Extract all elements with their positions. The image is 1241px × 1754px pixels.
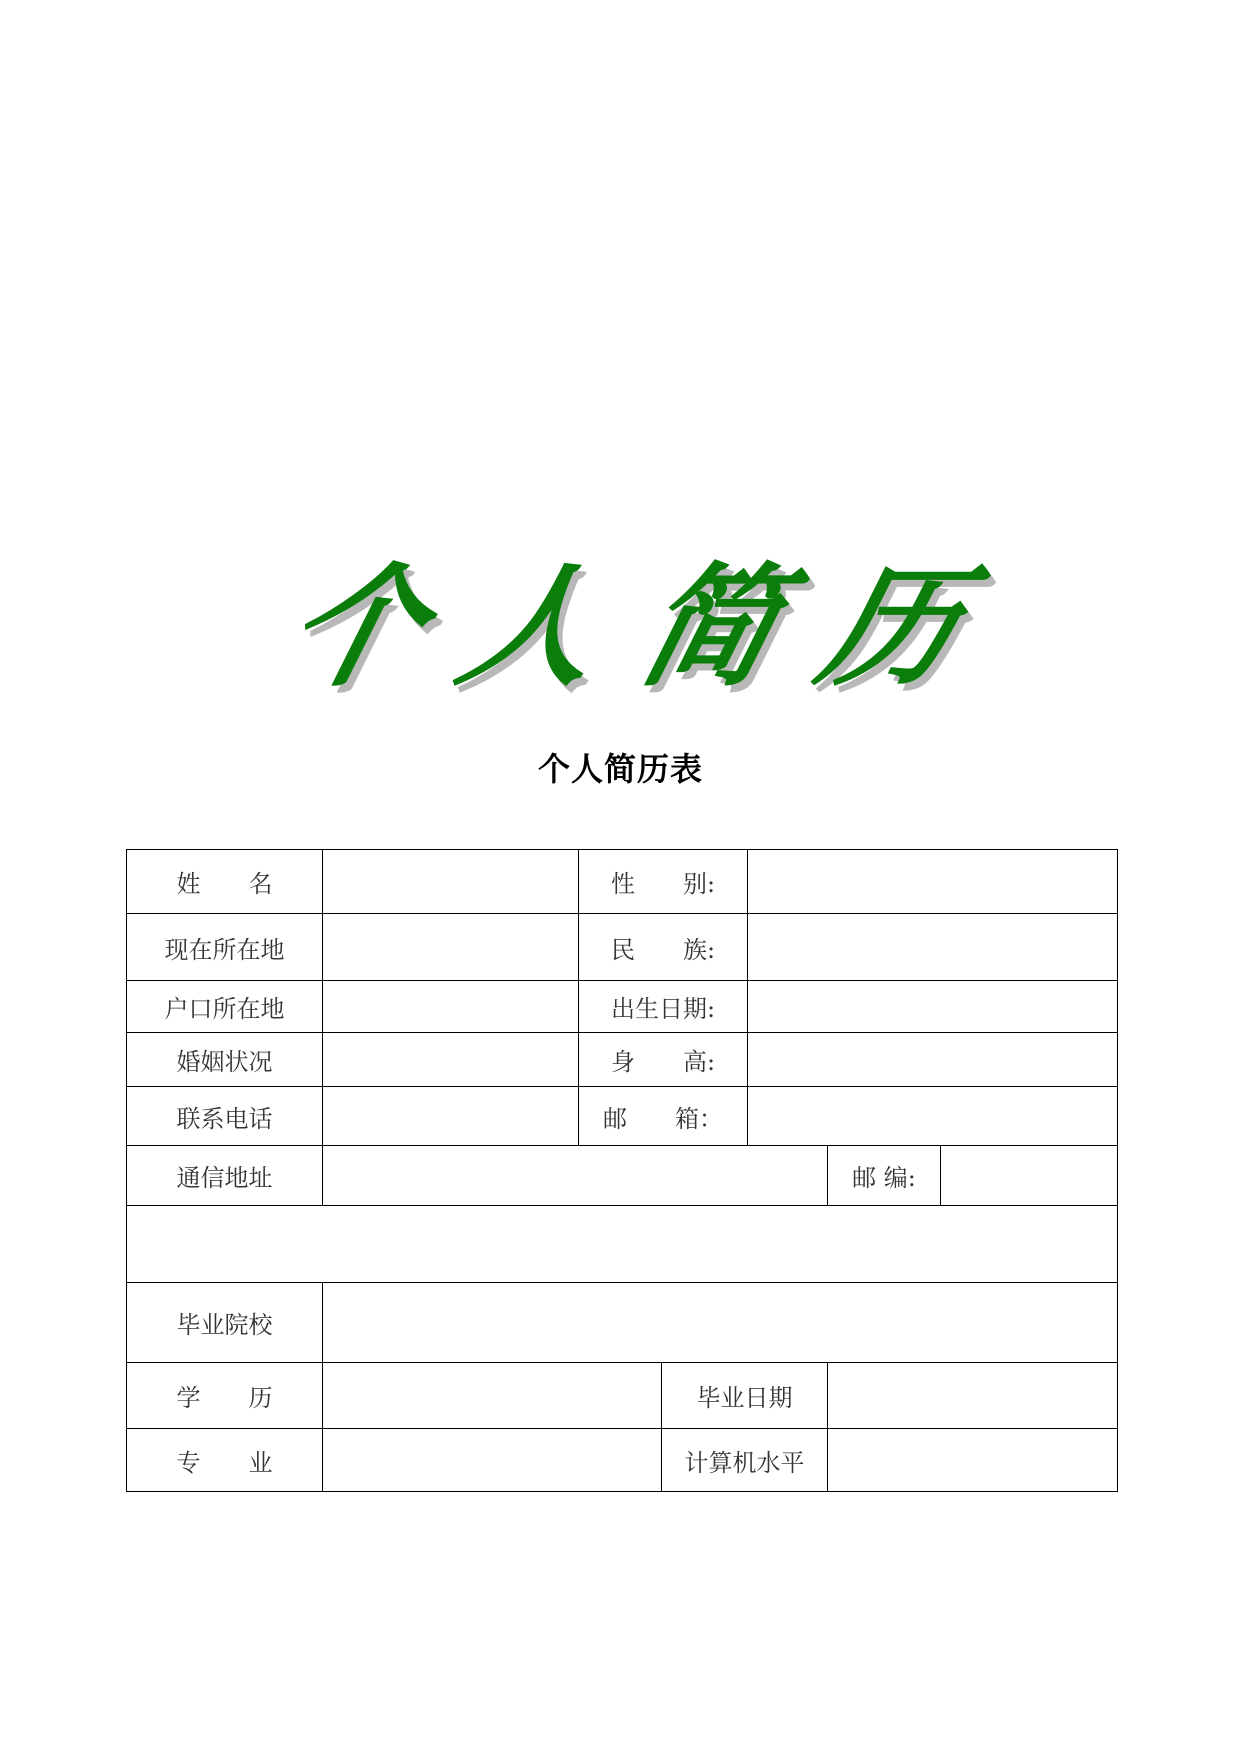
table-row	[127, 1429, 1118, 1492]
birth-date-field[interactable]	[748, 981, 1118, 1033]
computer-level-field[interactable]	[828, 1429, 1118, 1492]
table-row	[127, 1146, 1118, 1206]
major-field[interactable]	[323, 1429, 662, 1492]
email-field[interactable]	[748, 1087, 1118, 1146]
phone-field[interactable]	[323, 1087, 579, 1146]
table-row	[127, 1206, 1118, 1283]
table-row	[127, 1283, 1118, 1363]
graduated-school-field[interactable]	[323, 1283, 1118, 1363]
ethnicity-label: 民 族:	[579, 914, 748, 981]
major-label: 专 业	[127, 1429, 323, 1492]
current-location-label: 现在所在地	[127, 914, 323, 981]
phone-label: 联系电话	[127, 1087, 323, 1146]
big-title-char-3: 简	[625, 550, 797, 705]
ethnicity-field[interactable]	[748, 914, 1118, 981]
marital-status-field[interactable]	[323, 1033, 579, 1087]
table-row	[127, 1363, 1118, 1429]
mailing-address-field[interactable]	[323, 1146, 828, 1206]
hukou-location-label: 户口所在地	[127, 981, 323, 1033]
form-subtitle: 个人简历表	[537, 750, 703, 788]
document-big-title	[0, 548, 1241, 708]
current-location-field[interactable]	[323, 914, 579, 981]
table-row	[127, 914, 1118, 981]
education-label: 学 历	[127, 1363, 323, 1429]
big-title-char-2: 人	[445, 550, 617, 705]
name-label: 姓 名	[127, 850, 323, 914]
big-title-char-4: 历	[805, 550, 977, 705]
graduation-date-field[interactable]	[828, 1363, 1118, 1429]
email-label: 邮 箱：	[579, 1087, 748, 1146]
table-row	[127, 1087, 1118, 1146]
height-field[interactable]	[748, 1033, 1118, 1087]
education-field[interactable]	[323, 1363, 662, 1429]
blank-row-field[interactable]	[127, 1206, 1118, 1283]
table-row	[127, 850, 1118, 914]
mailing-address-label: 通信地址	[127, 1146, 323, 1206]
postcode-label: 邮 编:	[828, 1146, 941, 1206]
big-title-char-1: 个	[270, 550, 442, 705]
hukou-location-field[interactable]	[323, 981, 579, 1033]
marital-status-label: 婚姻状况	[127, 1033, 323, 1087]
postcode-field[interactable]	[941, 1146, 1118, 1206]
gender-label: 性 别:	[579, 850, 748, 914]
birth-date-label: 出生日期:	[579, 981, 748, 1033]
table-row	[127, 1033, 1118, 1087]
graduated-school-label: 毕业院校	[127, 1283, 323, 1363]
resume-form-table	[126, 849, 1118, 1492]
computer-level-label: 计算机水平	[662, 1429, 828, 1492]
graduation-date-label: 毕业日期	[662, 1363, 828, 1429]
gender-field[interactable]	[748, 850, 1118, 914]
table-row	[127, 981, 1118, 1033]
height-label: 身 高:	[579, 1033, 748, 1087]
name-field[interactable]	[323, 850, 579, 914]
